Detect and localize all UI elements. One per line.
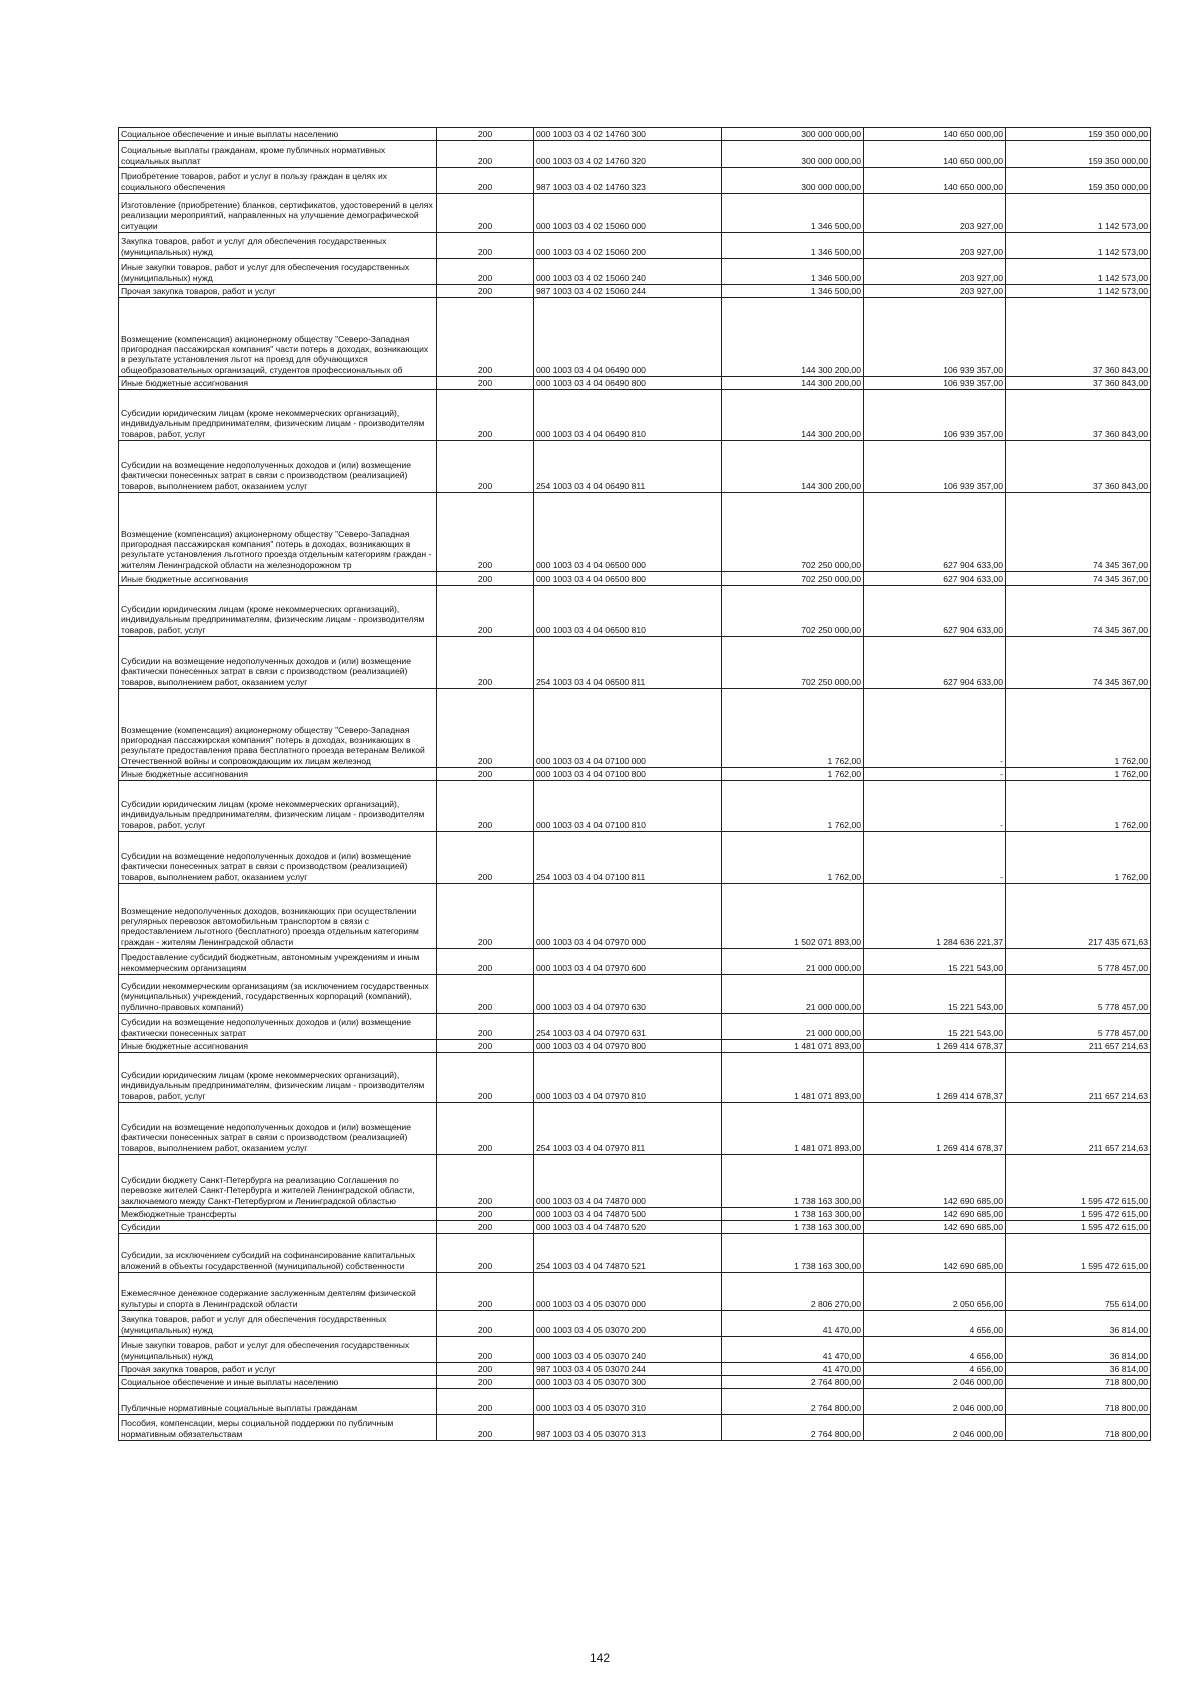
table-row xyxy=(119,298,1151,377)
budget-code-cell: 254 1003 03 4 04 07970 811 xyxy=(534,1103,722,1155)
approved-amount-cell: 300 000 000,00 xyxy=(722,168,864,194)
approved-amount-cell: 1 502 071 893,00 xyxy=(722,884,864,949)
budget-code-cell: 000 1003 03 4 05 03070 200 xyxy=(534,1311,722,1337)
line-code-cell: 200 xyxy=(437,1311,534,1337)
table-body xyxy=(119,128,1151,1441)
table-row xyxy=(119,1221,1151,1234)
budget-code-cell: 000 1003 03 4 05 03070 240 xyxy=(534,1337,722,1363)
line-code-cell: 200 xyxy=(437,832,534,884)
remaining-amount-cell: 36 814,00 xyxy=(1006,1311,1151,1337)
remaining-amount-cell: 1 595 472 615,00 xyxy=(1006,1221,1151,1234)
line-code-cell: 200 xyxy=(437,285,534,298)
approved-amount-cell: 702 250 000,00 xyxy=(722,637,864,689)
line-code-cell: 200 xyxy=(437,572,534,586)
remaining-amount-cell: 718 800,00 xyxy=(1006,1376,1151,1389)
budget-code-cell: 000 1003 03 4 04 06500 810 xyxy=(534,586,722,637)
executed-amount-cell: 203 927,00 xyxy=(864,233,1006,259)
table-row xyxy=(119,768,1151,781)
remaining-amount-cell: 1 762,00 xyxy=(1006,768,1151,781)
remaining-amount-cell: 1 142 573,00 xyxy=(1006,285,1151,298)
table-row xyxy=(119,194,1151,233)
executed-amount-cell: 627 904 633,00 xyxy=(864,493,1006,572)
approved-amount-cell: 702 250 000,00 xyxy=(722,586,864,637)
approved-amount-cell: 41 470,00 xyxy=(722,1363,864,1376)
table-row xyxy=(119,1363,1151,1376)
approved-amount-cell: 2 764 800,00 xyxy=(722,1389,864,1415)
line-code-cell: 200 xyxy=(437,884,534,949)
remaining-amount-cell: 74 345 367,00 xyxy=(1006,637,1151,689)
table-row xyxy=(119,168,1151,194)
row-name-cell: Иные бюджетные ассигнования xyxy=(119,377,437,390)
remaining-amount-cell: 217 435 671,63 xyxy=(1006,884,1151,949)
budget-code-cell: 000 1003 03 4 04 06490 800 xyxy=(534,377,722,390)
table-row xyxy=(119,1273,1151,1311)
remaining-amount-cell: 1 762,00 xyxy=(1006,689,1151,768)
remaining-amount-cell: 36 814,00 xyxy=(1006,1363,1151,1376)
table-row xyxy=(119,259,1151,285)
executed-amount-cell: 203 927,00 xyxy=(864,194,1006,233)
table-row xyxy=(119,285,1151,298)
line-code-cell: 200 xyxy=(437,141,534,168)
line-code-cell: 200 xyxy=(437,689,534,768)
executed-amount-cell: 1 269 414 678,37 xyxy=(864,1053,1006,1103)
line-code-cell: 200 xyxy=(437,1337,534,1363)
row-name-cell: Возмещение (компенсация) акционерному обществу "Северо-Западная пригородная пассажирская компания" части потерь в доходах, возникающих в результате установления льгот на проезд для обучающихся общеобразовательных организаций, студентов профессиональных об xyxy=(119,298,437,377)
table-row xyxy=(119,781,1151,832)
budget-code-cell: 000 1003 03 4 02 14760 320 xyxy=(534,141,722,168)
executed-amount-cell: 627 904 633,00 xyxy=(864,637,1006,689)
remaining-amount-cell: 5 778 457,00 xyxy=(1006,949,1151,975)
line-code-cell: 200 xyxy=(437,1103,534,1155)
table-row xyxy=(119,1337,1151,1363)
remaining-amount-cell: 211 657 214,63 xyxy=(1006,1103,1151,1155)
budget-code-cell: 000 1003 03 4 02 14760 300 xyxy=(534,128,722,141)
approved-amount-cell: 1 738 163 300,00 xyxy=(722,1155,864,1208)
table-row xyxy=(119,637,1151,689)
line-code-cell: 200 xyxy=(437,1389,534,1415)
budget-code-cell: 987 1003 03 4 02 14760 323 xyxy=(534,168,722,194)
budget-code-cell: 000 1003 03 4 05 03070 310 xyxy=(534,1389,722,1415)
budget-code-cell: 000 1003 03 4 04 74870 500 xyxy=(534,1208,722,1221)
row-name-cell: Иные бюджетные ассигнования xyxy=(119,1040,437,1053)
line-code-cell: 200 xyxy=(437,949,534,975)
executed-amount-cell: 1 269 414 678,37 xyxy=(864,1103,1006,1155)
remaining-amount-cell: 159 350 000,00 xyxy=(1006,168,1151,194)
row-name-cell: Субсидии на возмещение недополученных доходов и (или) возмещение фактически понесенных затрат в связи с производством (реализацией) товаров, выполнением работ, оказанием услуг xyxy=(119,637,437,689)
line-code-cell: 200 xyxy=(437,1053,534,1103)
row-name-cell: Предоставление субсидий бюджетным, автономным учреждениям и иным некоммерческим организациям xyxy=(119,949,437,975)
budget-code-cell: 000 1003 03 4 04 74870 000 xyxy=(534,1155,722,1208)
budget-code-cell: 000 1003 03 4 04 07970 600 xyxy=(534,949,722,975)
row-name-cell: Публичные нормативные социальные выплаты гражданам xyxy=(119,1389,437,1415)
budget-code-cell: 000 1003 03 4 04 06490 000 xyxy=(534,298,722,377)
row-name-cell: Прочая закупка товаров, работ и услуг xyxy=(119,1363,437,1376)
line-code-cell: 200 xyxy=(437,768,534,781)
row-name-cell: Иные бюджетные ассигнования xyxy=(119,572,437,586)
line-code-cell: 200 xyxy=(437,1040,534,1053)
budget-code-cell: 254 1003 03 4 04 07100 811 xyxy=(534,832,722,884)
approved-amount-cell: 2 806 270,00 xyxy=(722,1273,864,1311)
line-code-cell: 200 xyxy=(437,441,534,493)
executed-amount-cell: 142 690 685,00 xyxy=(864,1208,1006,1221)
executed-amount-cell: 142 690 685,00 xyxy=(864,1234,1006,1273)
approved-amount-cell: 1 762,00 xyxy=(722,832,864,884)
approved-amount-cell: 702 250 000,00 xyxy=(722,493,864,572)
approved-amount-cell: 1 481 071 893,00 xyxy=(722,1053,864,1103)
row-name-cell: Субсидии бюджету Санкт-Петербурга на реализацию Соглашения по перевозке жителей Санкт-Петербурга и жителей Ленинградской области, заключаемого между Санкт-Петербургом и Ленинградской областью xyxy=(119,1155,437,1208)
remaining-amount-cell: 718 800,00 xyxy=(1006,1389,1151,1415)
table-row xyxy=(119,390,1151,441)
budget-code-cell: 000 1003 03 4 04 07970 810 xyxy=(534,1053,722,1103)
approved-amount-cell: 1 738 163 300,00 xyxy=(722,1234,864,1273)
table-row xyxy=(119,975,1151,1014)
table-row xyxy=(119,1234,1151,1273)
executed-amount-cell: 106 939 357,00 xyxy=(864,298,1006,377)
approved-amount-cell: 300 000 000,00 xyxy=(722,128,864,141)
table-row xyxy=(119,572,1151,586)
remaining-amount-cell: 74 345 367,00 xyxy=(1006,586,1151,637)
executed-amount-cell: - xyxy=(864,689,1006,768)
remaining-amount-cell: 5 778 457,00 xyxy=(1006,975,1151,1014)
approved-amount-cell: 41 470,00 xyxy=(722,1337,864,1363)
row-name-cell: Возмещение (компенсация) акционерному обществу "Северо-Западная пригородная пассажирская компания" потерь в доходах, возникающих в результате установления льготного проезда отдельным категориям граждан - жителям Ленинградской области на железнодорожном тр xyxy=(119,493,437,572)
row-name-cell: Пособия, компенсации, меры социальной поддержки по публичным нормативным обязательствам xyxy=(119,1415,437,1441)
budget-code-cell: 000 1003 03 4 04 06500 800 xyxy=(534,572,722,586)
approved-amount-cell: 1 346 500,00 xyxy=(722,233,864,259)
approved-amount-cell: 1 346 500,00 xyxy=(722,285,864,298)
budget-code-cell: 987 1003 03 4 02 15060 244 xyxy=(534,285,722,298)
approved-amount-cell: 1 346 500,00 xyxy=(722,194,864,233)
line-code-cell: 200 xyxy=(437,975,534,1014)
budget-code-cell: 987 1003 03 4 05 03070 244 xyxy=(534,1363,722,1376)
budget-code-cell: 254 1003 03 4 04 06500 811 xyxy=(534,637,722,689)
approved-amount-cell: 144 300 200,00 xyxy=(722,441,864,493)
executed-amount-cell: 2 046 000,00 xyxy=(864,1376,1006,1389)
row-name-cell: Субсидии xyxy=(119,1221,437,1234)
line-code-cell: 200 xyxy=(437,128,534,141)
approved-amount-cell: 1 738 163 300,00 xyxy=(722,1208,864,1221)
line-code-cell: 200 xyxy=(437,586,534,637)
line-code-cell: 200 xyxy=(437,390,534,441)
row-name-cell: Социальное обеспечение и иные выплаты населению xyxy=(119,1376,437,1389)
row-name-cell: Изготовление (приобретение) бланков, сертификатов, удостоверений в целях реализации мероприятий, направленных на улучшение демографической ситуации xyxy=(119,194,437,233)
executed-amount-cell: 203 927,00 xyxy=(864,259,1006,285)
table-row xyxy=(119,1053,1151,1103)
budget-code-cell: 000 1003 03 4 04 74870 520 xyxy=(534,1221,722,1234)
row-name-cell: Социальное обеспечение и иные выплаты населению xyxy=(119,128,437,141)
table-row xyxy=(119,377,1151,390)
executed-amount-cell: - xyxy=(864,781,1006,832)
row-name-cell: Приобретение товаров, работ и услуг в пользу граждан в целях их социального обеспечения xyxy=(119,168,437,194)
remaining-amount-cell: 36 814,00 xyxy=(1006,1337,1151,1363)
executed-amount-cell: 1 284 636 221,37 xyxy=(864,884,1006,949)
table-row xyxy=(119,1311,1151,1337)
line-code-cell: 200 xyxy=(437,233,534,259)
table-row xyxy=(119,1415,1151,1441)
line-code-cell: 200 xyxy=(437,1014,534,1040)
remaining-amount-cell: 1 142 573,00 xyxy=(1006,259,1151,285)
approved-amount-cell: 1 738 163 300,00 xyxy=(722,1221,864,1234)
budget-code-cell: 000 1003 03 4 02 15060 000 xyxy=(534,194,722,233)
executed-amount-cell: 1 269 414 678,37 xyxy=(864,1040,1006,1053)
remaining-amount-cell: 211 657 214,63 xyxy=(1006,1040,1151,1053)
remaining-amount-cell: 1 762,00 xyxy=(1006,832,1151,884)
table-row xyxy=(119,689,1151,768)
row-name-cell: Межбюджетные трансферты xyxy=(119,1208,437,1221)
table-row xyxy=(119,493,1151,572)
executed-amount-cell: 15 221 543,00 xyxy=(864,949,1006,975)
remaining-amount-cell: 1 142 573,00 xyxy=(1006,233,1151,259)
table-row xyxy=(119,1155,1151,1208)
remaining-amount-cell: 1 142 573,00 xyxy=(1006,194,1151,233)
row-name-cell: Прочая закупка товаров, работ и услуг xyxy=(119,285,437,298)
executed-amount-cell: 142 690 685,00 xyxy=(864,1221,1006,1234)
budget-code-cell: 000 1003 03 4 04 06490 810 xyxy=(534,390,722,441)
row-name-cell: Субсидии юридическим лицам (кроме некоммерческих организаций), индивидуальным предпринимателям, физическим лицам - производителям товаров, работ, услуг xyxy=(119,586,437,637)
executed-amount-cell: 106 939 357,00 xyxy=(864,377,1006,390)
table-row xyxy=(119,1103,1151,1155)
executed-amount-cell: 140 650 000,00 xyxy=(864,141,1006,168)
executed-amount-cell: 203 927,00 xyxy=(864,285,1006,298)
row-name-cell: Субсидии на возмещение недополученных доходов и (или) возмещение фактически понесенных затрат xyxy=(119,1014,437,1040)
approved-amount-cell: 1 762,00 xyxy=(722,768,864,781)
remaining-amount-cell: 1 595 472 615,00 xyxy=(1006,1208,1151,1221)
approved-amount-cell: 1 481 071 893,00 xyxy=(722,1040,864,1053)
budget-code-cell: 254 1003 03 4 04 07970 631 xyxy=(534,1014,722,1040)
executed-amount-cell: 140 650 000,00 xyxy=(864,128,1006,141)
row-name-cell: Субсидии на возмещение недополученных доходов и (или) возмещение фактически понесенных затрат в связи с производством (реализацией) товаров, выполнением работ, оказанием услуг xyxy=(119,1103,437,1155)
table-row xyxy=(119,949,1151,975)
page-number: 142 xyxy=(589,1651,611,1665)
row-name-cell: Субсидии юридическим лицам (кроме некоммерческих организаций), индивидуальным предпринимателям, физическим лицам - производителям товаров, работ, услуг xyxy=(119,390,437,441)
table-row xyxy=(119,441,1151,493)
remaining-amount-cell: 718 800,00 xyxy=(1006,1415,1151,1441)
row-name-cell: Закупка товаров, работ и услуг для обеспечения государственных (муниципальных) нужд xyxy=(119,233,437,259)
executed-amount-cell: 4 656,00 xyxy=(864,1311,1006,1337)
approved-amount-cell: 1 762,00 xyxy=(722,689,864,768)
approved-amount-cell: 41 470,00 xyxy=(722,1311,864,1337)
executed-amount-cell: - xyxy=(864,832,1006,884)
approved-amount-cell: 2 764 800,00 xyxy=(722,1415,864,1441)
executed-amount-cell: 106 939 357,00 xyxy=(864,390,1006,441)
budget-code-cell: 000 1003 03 4 02 15060 240 xyxy=(534,259,722,285)
row-name-cell: Иные закупки товаров, работ и услуг для обеспечения государственных (муниципальных) нужд xyxy=(119,1337,437,1363)
remaining-amount-cell: 37 360 843,00 xyxy=(1006,390,1151,441)
table-row xyxy=(119,832,1151,884)
remaining-amount-cell: 37 360 843,00 xyxy=(1006,298,1151,377)
executed-amount-cell: 4 656,00 xyxy=(864,1337,1006,1363)
line-code-cell: 200 xyxy=(437,1273,534,1311)
executed-amount-cell: 4 656,00 xyxy=(864,1363,1006,1376)
executed-amount-cell: 106 939 357,00 xyxy=(864,441,1006,493)
budget-code-cell: 000 1003 03 4 04 06500 000 xyxy=(534,493,722,572)
approved-amount-cell: 144 300 200,00 xyxy=(722,390,864,441)
line-code-cell: 200 xyxy=(437,1376,534,1389)
table-row xyxy=(119,233,1151,259)
row-name-cell: Социальные выплаты гражданам, кроме публичных нормативных социальных выплат xyxy=(119,141,437,168)
budget-code-cell: 000 1003 03 4 04 07100 000 xyxy=(534,689,722,768)
budget-code-cell: 000 1003 03 4 04 07970 630 xyxy=(534,975,722,1014)
remaining-amount-cell: 159 350 000,00 xyxy=(1006,141,1151,168)
row-name-cell: Субсидии юридическим лицам (кроме некоммерческих организаций), индивидуальным предпринимателям, физическим лицам - производителям товаров, работ, услуг xyxy=(119,781,437,832)
table-row xyxy=(119,1014,1151,1040)
remaining-amount-cell: 1 595 472 615,00 xyxy=(1006,1155,1151,1208)
approved-amount-cell: 300 000 000,00 xyxy=(722,141,864,168)
remaining-amount-cell: 159 350 000,00 xyxy=(1006,128,1151,141)
line-code-cell: 200 xyxy=(437,259,534,285)
line-code-cell: 200 xyxy=(437,1221,534,1234)
line-code-cell: 200 xyxy=(437,1363,534,1376)
executed-amount-cell: 2 046 000,00 xyxy=(864,1415,1006,1441)
row-name-cell: Субсидии на возмещение недополученных доходов и (или) возмещение фактически понесенных затрат в связи с производством (реализацией) товаров, выполнением работ, оказанием услуг xyxy=(119,832,437,884)
budget-code-cell: 987 1003 03 4 05 03070 313 xyxy=(534,1415,722,1441)
table-row xyxy=(119,1389,1151,1415)
row-name-cell: Возмещение (компенсация) акционерному обществу "Северо-Западная пригородная пассажирская компания" потерь в доходах, возникающих в результате предоставления права бесплатного проезда ветеранам Великой Отечественной войны и сопровождающим их лицам железнод xyxy=(119,689,437,768)
table-row xyxy=(119,1040,1151,1053)
executed-amount-cell: 627 904 633,00 xyxy=(864,572,1006,586)
remaining-amount-cell: 211 657 214,63 xyxy=(1006,1053,1151,1103)
budget-code-cell: 254 1003 03 4 04 74870 521 xyxy=(534,1234,722,1273)
remaining-amount-cell: 755 614,00 xyxy=(1006,1273,1151,1311)
budget-code-cell: 000 1003 03 4 02 15060 200 xyxy=(534,233,722,259)
table-row xyxy=(119,1208,1151,1221)
executed-amount-cell: 2 046 000,00 xyxy=(864,1389,1006,1415)
approved-amount-cell: 144 300 200,00 xyxy=(722,377,864,390)
row-name-cell: Иные бюджетные ассигнования xyxy=(119,768,437,781)
row-name-cell: Иные закупки товаров, работ и услуг для обеспечения государственных (муниципальных) нужд xyxy=(119,259,437,285)
line-code-cell: 200 xyxy=(437,1208,534,1221)
remaining-amount-cell: 5 778 457,00 xyxy=(1006,1014,1151,1040)
approved-amount-cell: 1 762,00 xyxy=(722,781,864,832)
approved-amount-cell: 1 346 500,00 xyxy=(722,259,864,285)
budget-code-cell: 000 1003 03 4 04 07970 000 xyxy=(534,884,722,949)
line-code-cell: 200 xyxy=(437,1415,534,1441)
line-code-cell: 200 xyxy=(437,1234,534,1273)
table-row xyxy=(119,128,1151,141)
approved-amount-cell: 144 300 200,00 xyxy=(722,298,864,377)
remaining-amount-cell: 37 360 843,00 xyxy=(1006,377,1151,390)
row-name-cell: Возмещение недополученных доходов, возникающих при осуществлении регулярных перевозок автомобильным транспортом в связи с предоставлением льготного (бесплатного) проезда отдельным категориям граждан - жителям Ленинградской области xyxy=(119,884,437,949)
table-row xyxy=(119,586,1151,637)
approved-amount-cell: 2 764 800,00 xyxy=(722,1376,864,1389)
row-name-cell: Субсидии некоммерческим организациям (за исключением государственных (муниципальных) учреждений, государственных корпораций (компаний), публично-правовых компаний) xyxy=(119,975,437,1014)
row-name-cell: Ежемесячное денежное содержание заслуженным деятелям физической культуры и спорта в Ленинградской области xyxy=(119,1273,437,1311)
executed-amount-cell: 2 050 656,00 xyxy=(864,1273,1006,1311)
line-code-cell: 200 xyxy=(437,1155,534,1208)
budget-code-cell: 000 1003 03 4 05 03070 000 xyxy=(534,1273,722,1311)
remaining-amount-cell: 74 345 367,00 xyxy=(1006,493,1151,572)
executed-amount-cell: 15 221 543,00 xyxy=(864,975,1006,1014)
budget-execution-table xyxy=(118,127,1151,1441)
budget-code-cell: 000 1003 03 4 05 03070 300 xyxy=(534,1376,722,1389)
line-code-cell: 200 xyxy=(437,637,534,689)
table-row xyxy=(119,1376,1151,1389)
budget-code-cell: 000 1003 03 4 04 07100 800 xyxy=(534,768,722,781)
row-name-cell: Субсидии, за исключением субсидий на софинансирование капитальных вложений в объекты государственной (муниципальной) собственности xyxy=(119,1234,437,1273)
remaining-amount-cell: 1 762,00 xyxy=(1006,781,1151,832)
approved-amount-cell: 21 000 000,00 xyxy=(722,1014,864,1040)
remaining-amount-cell: 74 345 367,00 xyxy=(1006,572,1151,586)
row-name-cell: Субсидии на возмещение недополученных доходов и (или) возмещение фактически понесенных затрат в связи с производством (реализацией) товаров, выполнением работ, оказанием услуг xyxy=(119,441,437,493)
line-code-cell: 200 xyxy=(437,168,534,194)
remaining-amount-cell: 37 360 843,00 xyxy=(1006,441,1151,493)
row-name-cell: Закупка товаров, работ и услуг для обеспечения государственных (муниципальных) нужд xyxy=(119,1311,437,1337)
budget-code-cell: 000 1003 03 4 04 07970 800 xyxy=(534,1040,722,1053)
executed-amount-cell: 15 221 543,00 xyxy=(864,1014,1006,1040)
executed-amount-cell: 142 690 685,00 xyxy=(864,1155,1006,1208)
table-row xyxy=(119,141,1151,168)
line-code-cell: 200 xyxy=(437,493,534,572)
row-name-cell: Субсидии юридическим лицам (кроме некоммерческих организаций), индивидуальным предпринимателям, физическим лицам - производителям товаров, работ, услуг xyxy=(119,1053,437,1103)
remaining-amount-cell: 1 595 472 615,00 xyxy=(1006,1234,1151,1273)
budget-code-cell: 254 1003 03 4 04 06490 811 xyxy=(534,441,722,493)
budget-code-cell: 000 1003 03 4 04 07100 810 xyxy=(534,781,722,832)
approved-amount-cell: 21 000 000,00 xyxy=(722,949,864,975)
line-code-cell: 200 xyxy=(437,781,534,832)
executed-amount-cell: 140 650 000,00 xyxy=(864,168,1006,194)
line-code-cell: 200 xyxy=(437,194,534,233)
table-row xyxy=(119,884,1151,949)
line-code-cell: 200 xyxy=(437,298,534,377)
approved-amount-cell: 702 250 000,00 xyxy=(722,572,864,586)
executed-amount-cell: 627 904 633,00 xyxy=(864,586,1006,637)
line-code-cell: 200 xyxy=(437,377,534,390)
approved-amount-cell: 21 000 000,00 xyxy=(722,975,864,1014)
executed-amount-cell: - xyxy=(864,768,1006,781)
approved-amount-cell: 1 481 071 893,00 xyxy=(722,1103,864,1155)
